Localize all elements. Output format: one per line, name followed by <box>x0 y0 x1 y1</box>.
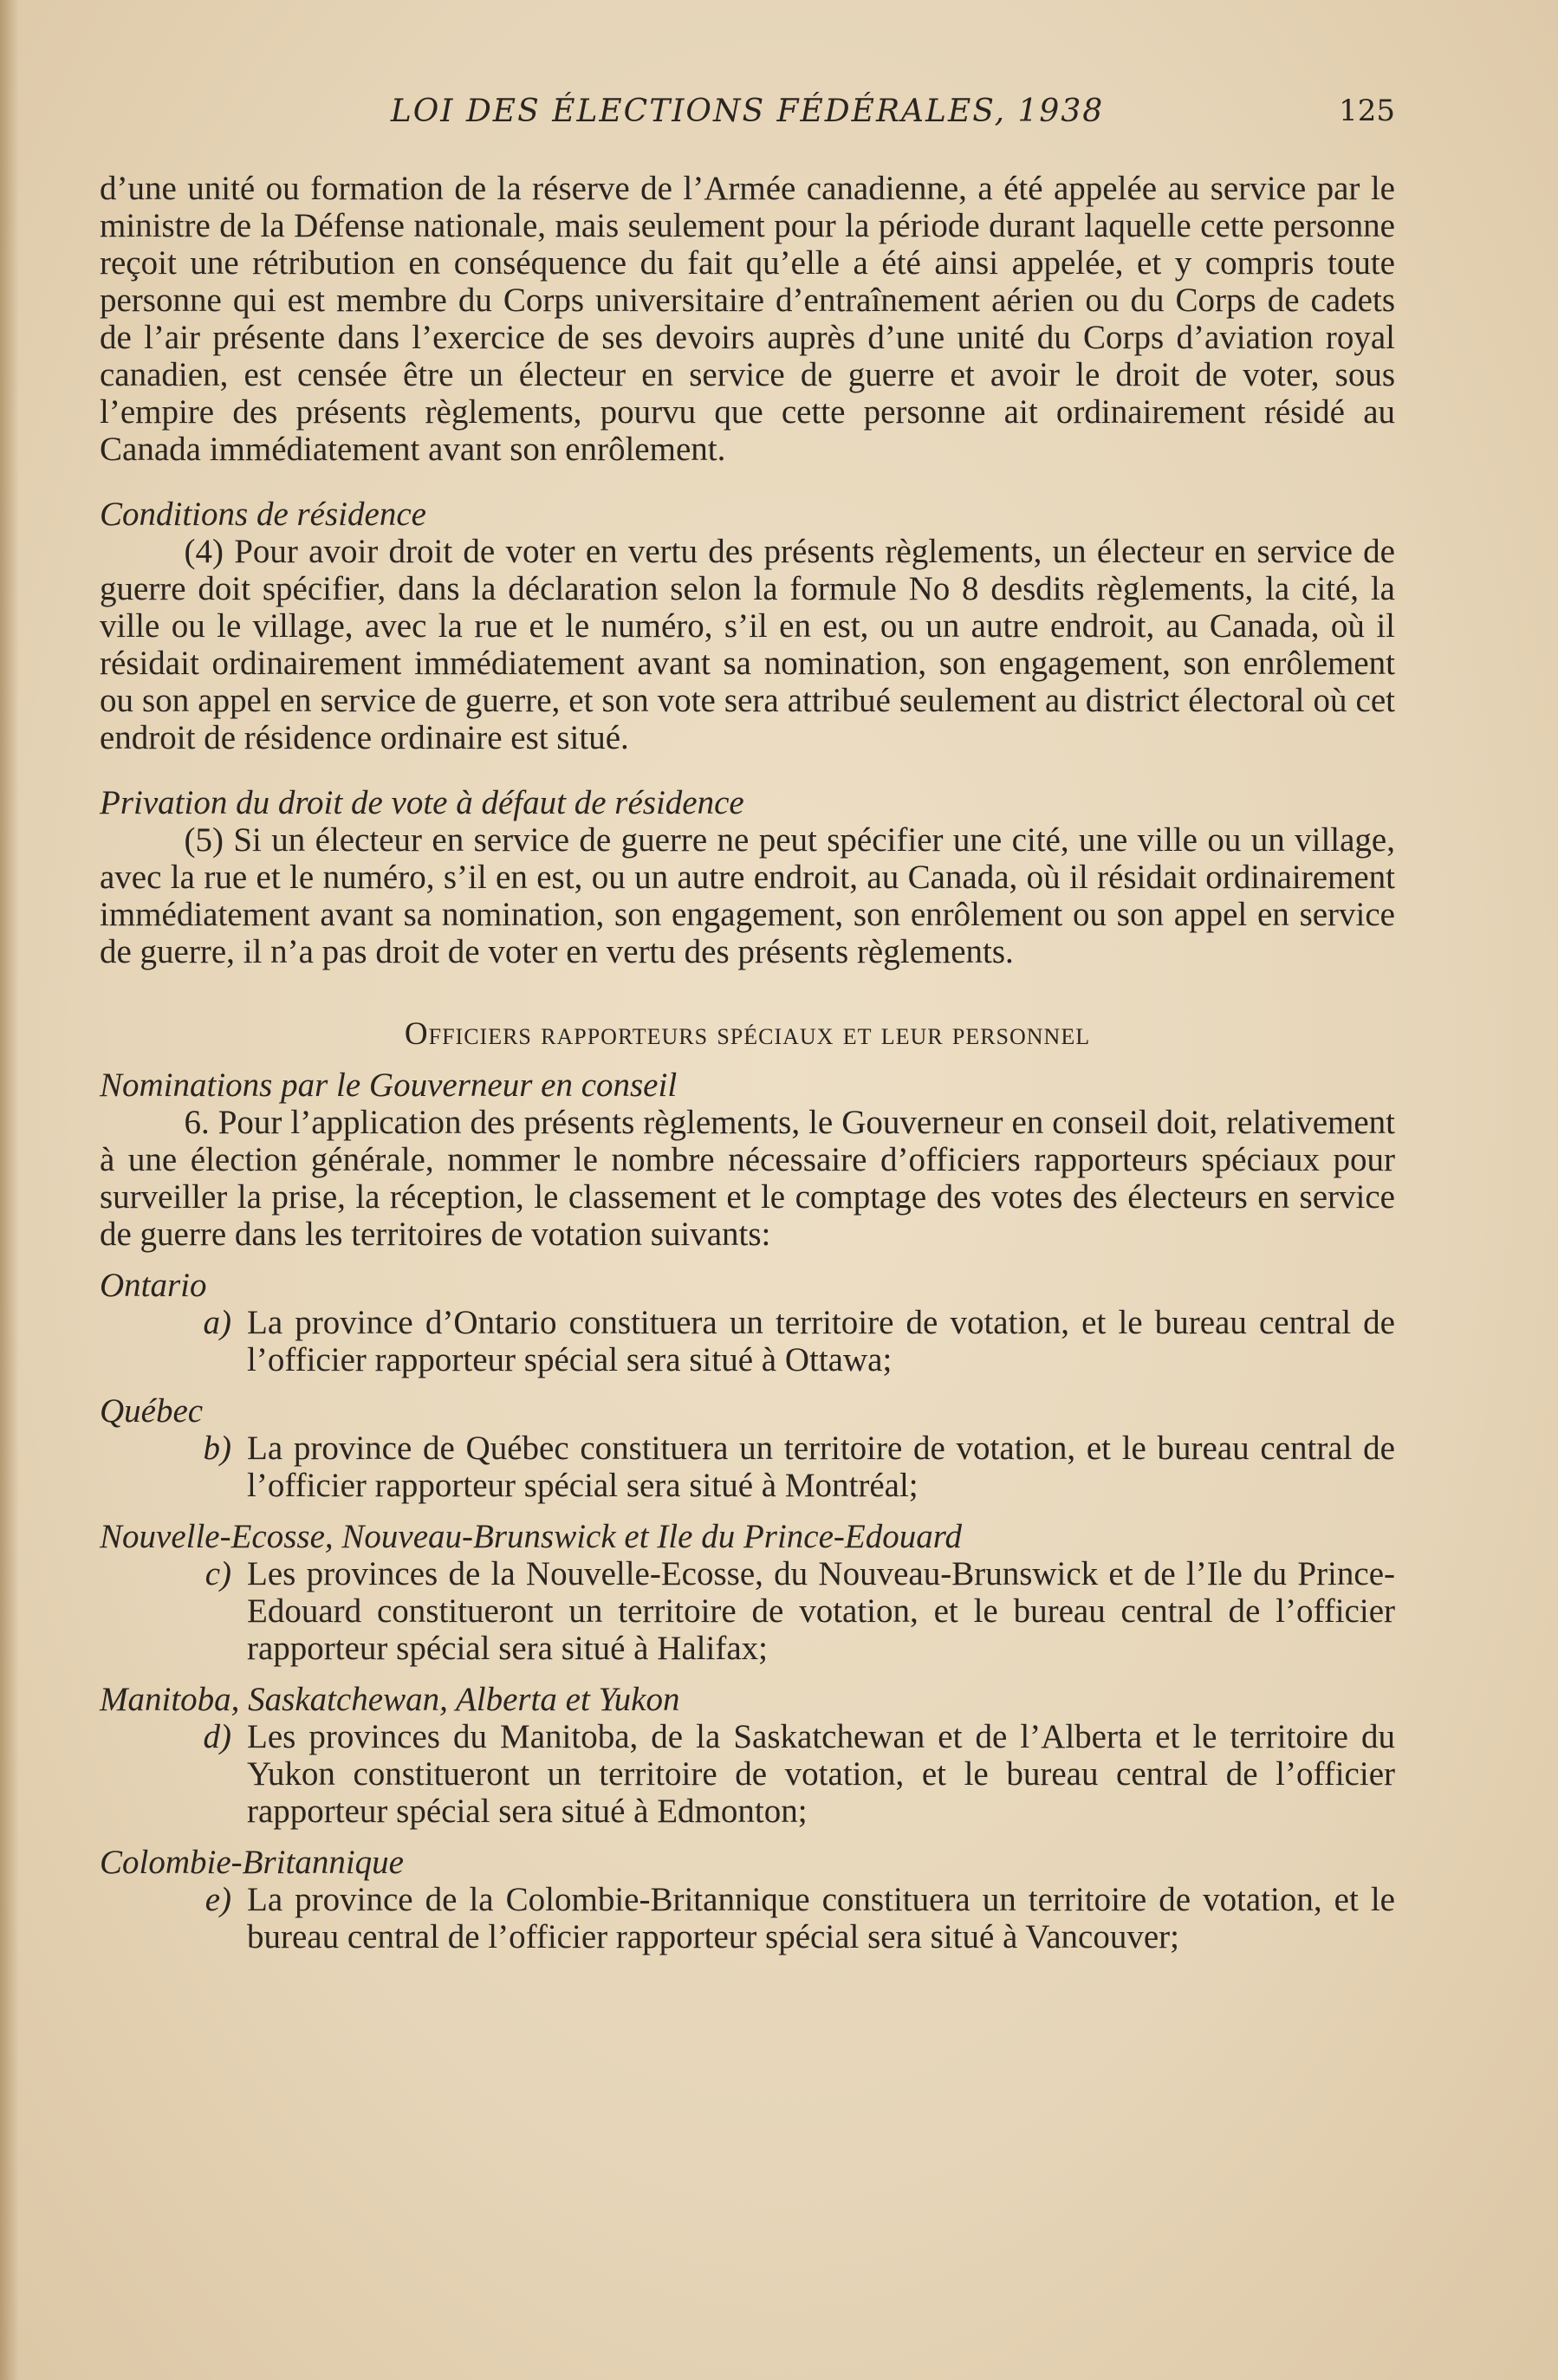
nominations-heading: Nominations par le Gouverneur en conseil <box>100 1067 678 1104</box>
item-text: Les provinces du Manitoba, de la Saskatchewan et de l’Alberta et le territoire du Yukon constitueront un territoire de votation, et le bureau central de l’officier rapporteur spécial sera situé à Edmonton; <box>247 1718 1395 1830</box>
item-label: b) <box>203 1430 231 1467</box>
territory-item-prairies <box>100 1718 1395 1830</box>
territory-heading-maritimes: Nouvelle-Ecosse, Nouveau-Brunswick et Ile du Prince-Edouard <box>100 1518 962 1555</box>
section-title: Officiers rapporteurs spéciaux et leur personnel <box>404 1016 1091 1052</box>
territory-item-maritimes <box>100 1555 1395 1667</box>
territory-heading-bc: Colombie-Britannique <box>100 1844 404 1881</box>
running-title: LOI DES ÉLECTIONS FÉDÉRALES, 1938 <box>390 94 1105 129</box>
intro-paragraph: d’une unité ou formation de la réserve de l’Armée canadienne, a été appelée au service par le ministre de la Défense nationale, mais seulement pour la période durant laquelle cette personne reçoit une rétribution en conséquence du fait qu’elle a été ainsi appelée, et y compris toute personne qui est membre du Corps universitaire d’entraînement aérien ou du Corps de cadets de l’air présente dans l’exercice de ses devoirs auprès d’une unité du Corps d’aviation royal canadien, est censée être un électeur en service de guerre et avoir le droit de voter, sous l’empire des présents règlements, pourvu que cette personne ait ordinairement résidé au Canada immédiatement avant son enrôlement. <box>100 170 1395 468</box>
page-number: 125 <box>1339 94 1395 128</box>
territory-heading-ontario: Ontario <box>100 1267 207 1304</box>
residence-heading: Conditions de résidence <box>100 496 426 533</box>
item-text: La province d’Ontario constituera un territoire de votation, et le bureau central de l’officier rapporteur spécial sera situé à Ottawa; <box>247 1304 1395 1378</box>
item-label: c) <box>204 1555 231 1592</box>
territory-item-ontario <box>100 1304 1395 1378</box>
privation-paragraph: (5) Si un électeur en service de guerre ne peut spécifier une cité, une ville ou un village, avec la rue et le numéro, s’il en est, ou un autre endroit, au Canada, où il résidait ordinairement immédiatement avant sa nomination, son engagement, son enrôlement ou son appel en service de guerre, il n’a pas droit de voter en vertu des présents règlements. <box>100 821 1395 970</box>
item-label: a) <box>203 1304 231 1341</box>
page-binding-shadow <box>0 0 19 2380</box>
item-text: La province de la Colombie-Britannique constituera un territoire de votation, et le bureau central de l’officier rapporteur spécial sera situé à Vancouver; <box>247 1881 1395 1955</box>
item-label: e) <box>204 1881 231 1918</box>
privation-heading: Privation du droit de vote à défaut de résidence <box>100 784 744 821</box>
item-text: Les provinces de la Nouvelle-Ecosse, du Nouveau-Brunswick et de l’Ile du Prince-Edouard constitueront un territoire de votation, et le bureau central de l’officier rapporteur spécial sera situé à Halifax; <box>247 1555 1395 1667</box>
territory-item-bc <box>100 1881 1395 1955</box>
residence-paragraph: (4) Pour avoir droit de voter en vertu des présents règlements, un électeur en service de guerre doit spécifier, dans la déclaration selon la formule No 8 desdits règlements, la cité, la ville ou le village, avec la rue et le numéro, s’il en est, ou un autre endroit, au Canada, où il résidait ordinairement immédiatement avant sa nomination, son engagement, son enrôlement ou son appel en service de guerre, et son vote sera attribué seulement au district électoral où cet endroit de résidence ordinaire est situé. <box>100 533 1395 756</box>
page-header <box>100 94 1395 137</box>
territory-heading-prairies: Manitoba, Saskatchewan, Alberta et Yukon <box>100 1681 680 1718</box>
page-content <box>100 170 1395 1955</box>
territory-item-quebec <box>100 1430 1395 1504</box>
item-label: d) <box>203 1718 231 1755</box>
nominations-paragraph: 6. Pour l’application des présents règlements, le Gouverneur en conseil doit, relativement à une élection générale, nommer le nombre nécessaire d’officiers rapporteurs spéciaux pour surveiller la prise, la réception, le classement et le comptage des votes des électeurs en service de guerre dans les territoires de votation suivants: <box>100 1104 1395 1253</box>
item-text: La province de Québec constituera un territoire de votation, et le bureau central de l’officier rapporteur spécial sera situé à Montréal; <box>247 1430 1395 1504</box>
territory-heading-quebec: Québec <box>100 1392 204 1430</box>
